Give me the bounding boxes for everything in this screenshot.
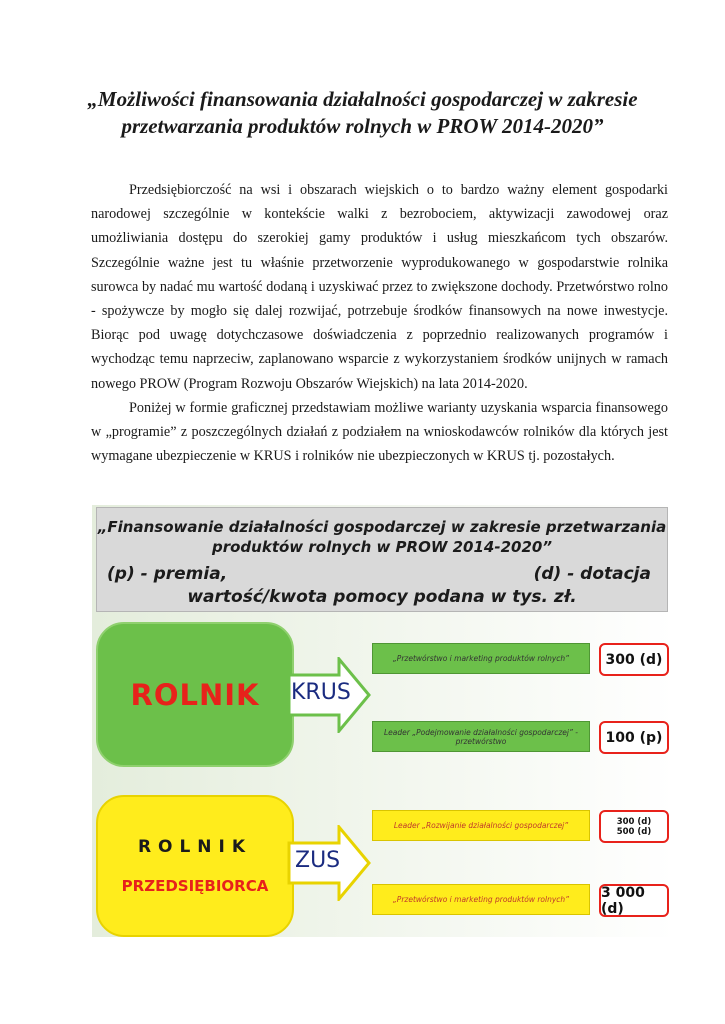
document-title: „Możliwości finansowania działalności gospodarczej w zakresie przetwarzania produktów rolnych w PROW 2014-2020” xyxy=(87,87,638,138)
legend-dotacja: (d) - dotacja xyxy=(533,564,651,584)
program-box-przetworstwo-krus: „Przetwórstwo i marketing produktów rolnych” xyxy=(372,643,590,674)
body-text xyxy=(91,178,668,468)
infographic-header xyxy=(96,507,668,612)
value-box-przetworstwo-zus xyxy=(599,884,669,917)
program-box-przetworstwo-zus: „Przetwórstwo i marketing produktów rolnych” xyxy=(372,884,590,915)
program-box-leader-podejmowanie: Leader „Podejmowanie działalności gospodarczej” - przetwórstwo xyxy=(372,721,590,752)
zus-label: ZUS xyxy=(295,848,341,873)
przedsiebiorca-label: PRZEDSIĘBIORCA xyxy=(121,877,269,895)
rolnik-box xyxy=(96,622,294,767)
funding-infographic xyxy=(92,505,675,937)
value-note: wartość/kwota pomocy podana w tys. zł. xyxy=(187,587,577,607)
krus-label: KRUS xyxy=(291,680,351,705)
infographic-title-line1: „Finansowanie działalności gospodarczej w zakresie przetwarzania xyxy=(97,518,667,536)
value-text: 100 (p) xyxy=(605,729,663,746)
paragraph-2: Poniżej w formie graficznej przedstawiam możliwe warianty uzyskania wsparcia finansowego w „programie” z poszczególnych działań z podziałem na wnioskodawców rolników dla których jest wymagane ubezpieczenie w KRUS i rolników nie ubezpieczonych w KRUS tj. pozostałych. xyxy=(91,399,668,465)
value-text-1: 300 (d) xyxy=(616,816,652,827)
rolnik-label: ROLNIK xyxy=(137,837,253,857)
paragraph-1: Przedsiębiorczość na wsi i obszarach wiejskich o to bardzo ważny element gospodarki narodowej szczególnie w kontekście walki z bezrobociem, aktywizacji zawodowej oraz umożliwiania dostępu do szerokiej gamy produktów i usług mieszkańcom tych obszarów. Szczególnie ważne jest tu właśnie przetworzenie wyprodukowanego w gospodarstwie rolnika surowca by nadać mu wartość dodaną i uzyskiwać przez to zwiększone dochody. Przetwórstwo rolno - spożywcze by mogło się dalej rozwijać, potrzebuje środków finansowych na nowe inwestycje. Biorąc pod uwagę dotychczasowe doświadczenia z poprzednio realizowanych programów i wychodząc temu naprzeciw, zaplanowano wsparcie z wykorzystaniem środków unijnych w ramach nowego PROW (Program Rozwoju Obszarów Wiejskich) na lata 2014-2020. xyxy=(91,182,668,392)
value-box-przetworstwo-krus xyxy=(599,643,669,676)
value-box-leader-podejmowanie xyxy=(599,721,669,754)
rolnik-label: ROLNIK xyxy=(130,677,260,712)
value-text: 300 (d) xyxy=(605,651,663,668)
program-box-leader-rozwijanie: Leader „Rozwijanie działalności gospodarczej” xyxy=(372,810,590,841)
legend-premia: (p) - premia, xyxy=(107,564,228,584)
value-text-2: 500 (d) xyxy=(616,826,652,837)
value-box-leader-rozwijanie xyxy=(599,810,669,843)
value-text: 3 000 (d) xyxy=(601,884,645,917)
infographic-title-line2: produktów rolnych w PROW 2014-2020” xyxy=(211,538,552,556)
rolnik-przedsiebiorca-box xyxy=(96,795,294,937)
